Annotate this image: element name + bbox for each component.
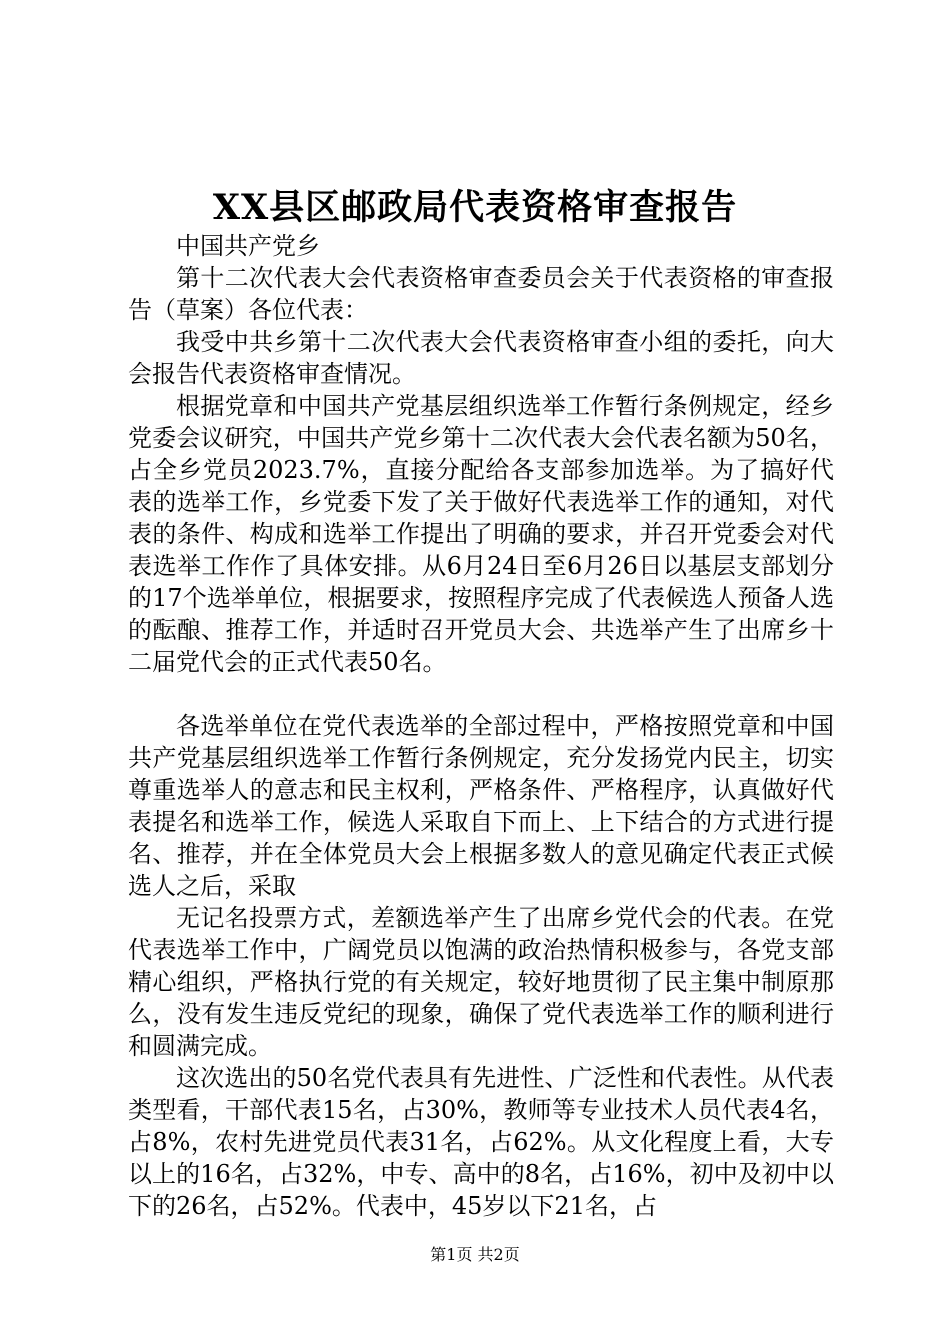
paragraph: 各选举单位在党代表选举的全部过程中，严格按照党章和中国共产党基层组织选举工作暂行条例规定，充分发扬党内民主，切实尊重选举人的意志和民主权利，严格条件、严格程序，认真做好代表提名和选举工作，候选人采取自下而上、上下结合的方式进行提名、推荐，并在全体党员大会上根据多数人的意见确定代表正式候选人之后，采取	[128, 712, 834, 900]
document-body	[128, 230, 834, 1222]
paragraph: 根据党章和中国共产党基层组织选举工作暂行条例规定，经乡党委会议研究，中国共产党乡第十二次代表大会代表名额为50名，占全乡党员2023.7%，直接分配给各支部参加选举。为了搞好代表的选举工作，乡党委下发了关于做好代表选举工作的通知，对代表的条件、构成和选举工作提出了明确的要求，并召开党委会对代表选举工作作了具体安排。从6月24日至6月26日以基层支部划分的17个选举单位，根据要求，按照程序完成了代表候选人预备人选的酝酿、推荐工作，并适时召开党员大会、共选举产生了出席乡十二届党代会的正式代表50名。	[128, 392, 834, 676]
paragraph: 这次选出的50名党代表具有先进性、广泛性和代表性。从代表类型看，干部代表15名，占30%，教师等专业技术人员代表4名，占8%，农村先进党员代表31名，占62%。从文化程度上看，大专以上的16名，占32%，中专、高中的8名，占16%，初中及初中以下的26名，占52%。代表中，45岁以下21名，占	[128, 1064, 834, 1220]
paragraph: 第十二次代表大会代表资格审查委员会关于代表资格的审查报告（草案）各位代表：	[128, 264, 834, 324]
page-footer: 第1页 共2页	[430, 1245, 520, 1264]
document-title: XX县区邮政局代表资格审查报告	[212, 187, 738, 228]
paragraph: 无记名投票方式，差额选举产生了出席乡党代会的代表。在党代表选举工作中，广阔党员以饱满的政治热情积极参与，各党支部精心组织，严格执行党的有关规定，较好地贯彻了民主集中制原那么，没有发生违反党纪的现象，确保了党代表选举工作的顺利进行和圆满完成。	[128, 904, 834, 1060]
paragraph: 中国共产党乡	[176, 232, 320, 260]
paragraph: 我受中共乡第十二次代表大会代表资格审查小组的委托，向大会报告代表资格审查情况。	[128, 328, 834, 388]
